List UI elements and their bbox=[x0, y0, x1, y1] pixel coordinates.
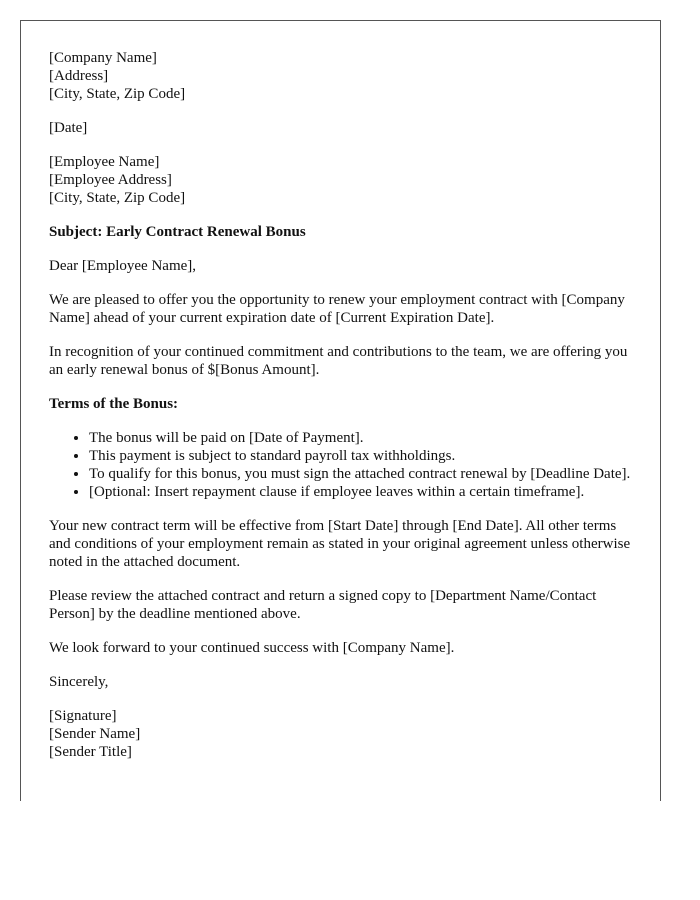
sender-name: [Sender Name] bbox=[49, 726, 141, 742]
recognition-paragraph: In recognition of your continued commitment and contributions to the team, we are offering you an early renewal bonus of $[Bonus Amount]. bbox=[49, 344, 628, 378]
employee-name: [Employee Name] bbox=[49, 154, 160, 170]
terms-list-item: • This payment is subject to standard payroll tax withholdings. bbox=[89, 447, 633, 465]
terms-list-item: • The bonus will be paid on [Date of Payment]. bbox=[89, 429, 633, 447]
salutation: Dear [Employee Name], bbox=[49, 258, 197, 274]
letter-document bbox=[20, 20, 661, 801]
company-city-state-zip: [City, State, Zip Code] bbox=[49, 86, 186, 102]
recipient-address-block bbox=[49, 153, 633, 207]
terms-list-item: • [Optional: Insert repayment clause if employee leaves within a certain timeframe]. bbox=[89, 483, 633, 501]
employee-city-state-zip: [City, State, Zip Code] bbox=[49, 190, 186, 206]
company-address: [Address] bbox=[49, 68, 109, 84]
terms-heading: Terms of the Bonus: bbox=[49, 396, 179, 412]
sender-title: [Sender Title] bbox=[49, 744, 132, 760]
terms-list bbox=[49, 429, 633, 501]
signature-block bbox=[49, 707, 633, 761]
sign-off: Sincerely, bbox=[49, 674, 109, 690]
intro-paragraph: We are pleased to offer you the opportunity to renew your employment contract with [Company Name] ahead of your current expiration date of [Current Expiration Date]. bbox=[49, 292, 625, 326]
sender-address-block bbox=[49, 49, 633, 103]
company-name: [Company Name] bbox=[49, 50, 157, 66]
contract-term-paragraph: Your new contract term will be effective from [Start Date] through [End Date]. All other terms and conditions of your employment remain as stated in your original agreement unless otherwise noted in the attached document. bbox=[49, 518, 631, 570]
subject-line: Subject: Early Contract Renewal Bonus bbox=[49, 224, 306, 240]
terms-list-item: • To qualify for this bonus, you must sign the attached contract renewal by [Deadline Date]. bbox=[89, 465, 633, 483]
review-paragraph: Please review the attached contract and return a signed copy to [Department Name/Contact Person] by the deadline mentioned above. bbox=[49, 588, 597, 622]
signature: [Signature] bbox=[49, 708, 117, 724]
date-text: [Date] bbox=[49, 120, 88, 136]
employee-address: [Employee Address] bbox=[49, 172, 172, 188]
letter-date bbox=[49, 119, 633, 137]
look-forward-paragraph: We look forward to your continued success with [Company Name]. bbox=[49, 640, 455, 656]
